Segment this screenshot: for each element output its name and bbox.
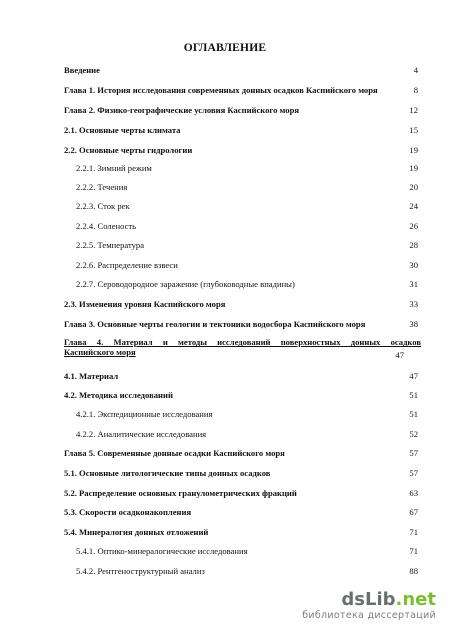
toc-label: 5.4.2. Рентгеноструктурный анализ [76,566,205,576]
toc-page-number: 30 [409,260,418,270]
toc-page-number: 4 [413,65,418,75]
toc-page-number: 38 [409,319,418,329]
toc-page-number: 12 [409,105,418,115]
toc-label: 2.3. Изменения уровня Каспийского моря [64,299,226,309]
toc-page-number: 63 [409,488,418,498]
toc-label: 4.2.2. Аналитические исследования [76,429,207,439]
toc-page-number: 51 [409,409,418,419]
toc-page-number: 24 [409,201,418,211]
toc-label: 4.2. Методика исследований [64,390,173,400]
toc-label: 2.2.7. Сероводородное заражение (глубоководные впадины) [76,279,295,289]
toc-label: Глава 5. Современные донные осадки Каспийского моря [64,448,285,458]
toc-label: Глава 1. История исследования современных донных осадков Каспийского моря [64,85,378,95]
watermark-logo-part1: dsLib [341,589,396,610]
toc-label: Введение [64,65,100,75]
toc-page-number: 52 [409,429,418,439]
toc-page-number: 47 [409,371,418,381]
toc-label: 2.1. Основные черты климата [64,125,181,135]
toc-page-number: 47 [395,350,404,360]
toc-label: 2.2.3. Сток рек [76,201,130,211]
toc-page-number: 51 [409,390,418,400]
toc-label: 2.2.1. Зимний режим [76,163,152,173]
watermark [302,590,436,622]
toc-label: 2.2.6. Распределение взвеси [76,260,178,270]
watermark-logo-part2: .net [395,589,436,610]
toc-page-number: 33 [409,299,418,309]
toc-page-number: 57 [409,468,418,478]
toc-label: Глава 3. Основные черты геологии и тектоники водосбора Каспийского моря [64,319,366,329]
watermark-logo [302,590,436,610]
toc-label: Глава 2. Физико-географические условия Каспийского моря [64,105,300,115]
toc-page-number: 71 [409,527,418,537]
toc-page-number: 67 [409,507,418,517]
toc-label: 5.1. Основные литологические типы донных осадков [64,468,271,478]
toc-label: 5.2. Распределение основных гранулометрических фракций [64,488,297,498]
toc-label: 2.2.2. Течения [76,182,128,192]
toc-page-number: 15 [409,125,418,135]
toc-page-number: 71 [409,546,418,556]
toc-label: 4.2.1. Экспедиционные исследования [76,409,213,419]
toc-page-number: 19 [409,163,418,173]
page-title: ОГЛАВЛЕНИЕ [183,42,267,54]
toc-label: 2.2. Основные черты гидрологии [64,145,193,155]
toc-label-line2: Каспийского моря [64,347,136,357]
toc-label: 4.1. Материал [64,371,119,381]
toc-page-number: 57 [409,448,418,458]
toc-label: 2.2.4. Соленость [76,221,137,231]
toc-label: 5.4. Минералогия донных отложений [64,527,209,537]
toc-page-number: 8 [413,85,418,95]
toc-label: 5.4.1. Оптико-минералогические исследования [76,546,248,556]
toc-label-line1: Глава 4. Материал и методы исследований поверхностных донных осадков [64,337,421,347]
toc-page-number: 19 [409,145,418,155]
toc-page-number: 20 [409,182,418,192]
toc-page-number: 26 [409,221,418,231]
toc-page-number: 28 [409,240,418,250]
watermark-subtitle: библиотека диссертаций [302,610,436,621]
toc-page-number: 31 [409,279,418,289]
toc-page-number: 88 [409,566,418,576]
toc-label: 5.3. Скорости осадконакопления [64,507,192,517]
toc-label: 2.2.5. Температура [76,240,145,250]
